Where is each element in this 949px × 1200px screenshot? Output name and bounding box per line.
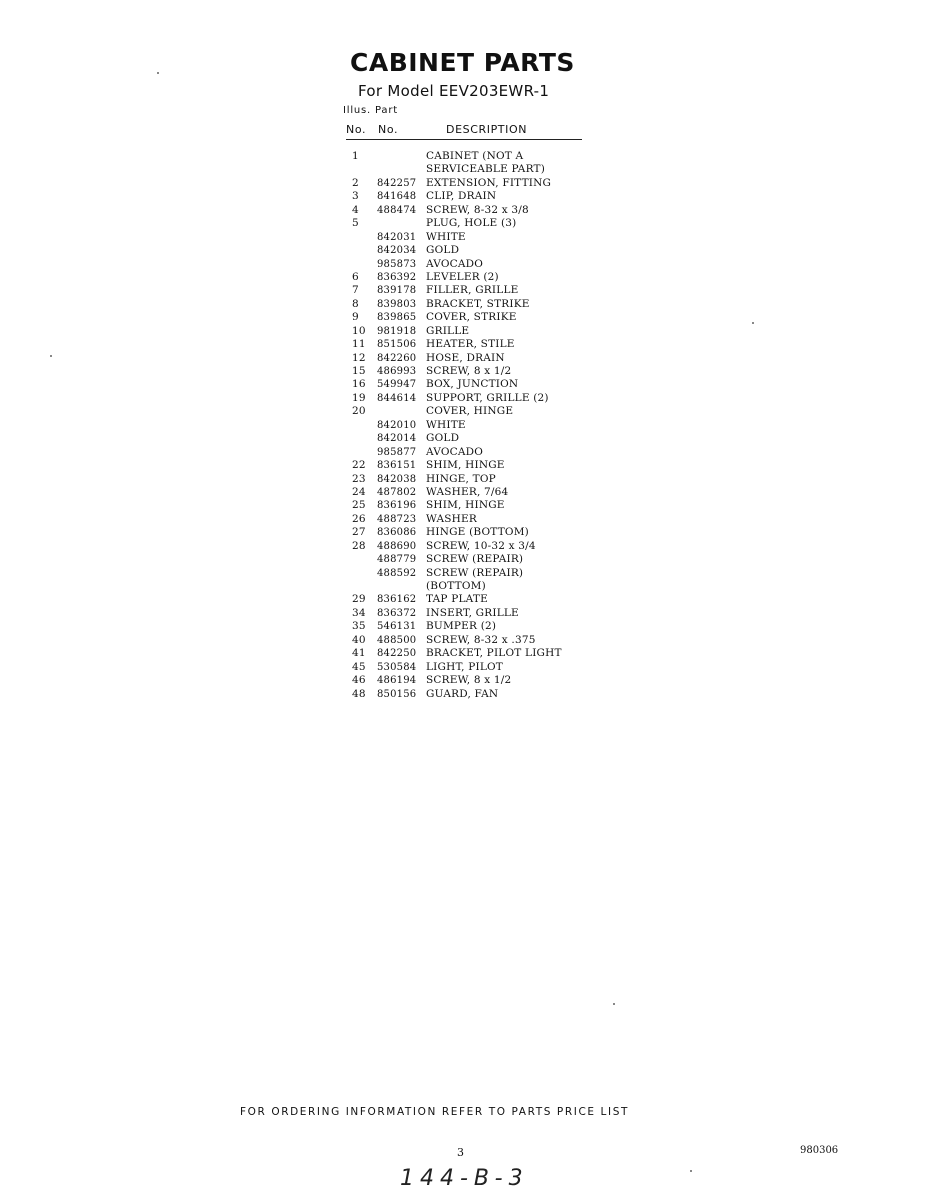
illus-number: 7 bbox=[352, 284, 359, 297]
part-number: 841648 bbox=[377, 191, 417, 203]
part-number: 488779 bbox=[377, 554, 417, 566]
part-number: 836392 bbox=[377, 271, 417, 283]
parts-row bbox=[346, 271, 606, 284]
part-description: COVER, HINGE bbox=[426, 405, 514, 418]
part-number: 844614 bbox=[377, 392, 417, 404]
part-description: BUMPER (2) bbox=[426, 620, 497, 633]
illus-number: 41 bbox=[352, 647, 366, 660]
part-number: 842257 bbox=[377, 177, 417, 189]
illus-number: 15 bbox=[352, 365, 366, 377]
part-description: GRILLE bbox=[426, 324, 470, 337]
part-description: BRACKET, STRIKE bbox=[426, 297, 530, 310]
column-header-illus-no: No. bbox=[346, 123, 367, 136]
handwritten-note: 144-B-3 bbox=[400, 1166, 529, 1191]
part-number: 839178 bbox=[377, 285, 417, 297]
column-header-part-no: No. bbox=[378, 123, 399, 136]
part-description: HOSE, DRAIN bbox=[426, 351, 505, 364]
illus-number: 35 bbox=[352, 620, 366, 633]
part-description: CABINET (NOT A bbox=[426, 150, 524, 162]
illus-number: 25 bbox=[352, 499, 366, 512]
illus-number: 12 bbox=[352, 351, 366, 364]
parts-row bbox=[346, 217, 606, 230]
parts-row bbox=[346, 405, 606, 418]
page-number: 3 bbox=[457, 1146, 464, 1159]
part-description: SCREW, 8 x 1/2 bbox=[426, 365, 512, 377]
parts-row bbox=[346, 365, 606, 378]
parts-row bbox=[346, 325, 606, 338]
part-description: HEATER, STILE bbox=[426, 338, 515, 351]
part-description: COVER, STRIKE bbox=[426, 311, 517, 324]
illus-number: 10 bbox=[352, 324, 366, 337]
part-description: AVOCADO bbox=[426, 445, 484, 458]
part-number: 842034 bbox=[377, 245, 417, 257]
part-number: 836151 bbox=[377, 460, 417, 472]
parts-row bbox=[346, 190, 606, 203]
parts-row bbox=[346, 580, 606, 593]
parts-row bbox=[346, 419, 606, 432]
part-number: 839865 bbox=[377, 312, 417, 324]
part-description: TAP PLATE bbox=[426, 593, 488, 606]
parts-row bbox=[346, 432, 606, 445]
part-number: 488592 bbox=[377, 567, 417, 579]
part-number: 487802 bbox=[377, 486, 417, 498]
part-description: PLUG, HOLE (3) bbox=[426, 217, 517, 230]
parts-row bbox=[346, 674, 606, 687]
part-description: GUARD, FAN bbox=[426, 687, 499, 700]
part-number: 836162 bbox=[377, 594, 417, 606]
part-number: 836086 bbox=[377, 527, 417, 539]
part-description: WHITE bbox=[426, 418, 466, 431]
part-description: SHIM, HINGE bbox=[426, 459, 505, 472]
scan-speck bbox=[50, 355, 52, 357]
part-description: HINGE (BOTTOM) bbox=[426, 526, 529, 539]
illus-number: 26 bbox=[352, 512, 366, 525]
illus-number: 24 bbox=[352, 485, 366, 498]
part-description: SCREW, 10-32 x 3/4 bbox=[426, 539, 536, 552]
parts-row bbox=[346, 258, 606, 271]
document-code: 980306 bbox=[800, 1145, 839, 1156]
part-description: LEVELER (2) bbox=[426, 270, 499, 283]
part-number: 985877 bbox=[377, 446, 417, 458]
illus-number: 28 bbox=[352, 539, 366, 552]
part-number: 488690 bbox=[377, 540, 417, 552]
illus-number: 34 bbox=[352, 606, 366, 619]
part-number: 851506 bbox=[377, 339, 417, 351]
parts-row bbox=[346, 446, 606, 459]
part-number: 836372 bbox=[377, 607, 417, 619]
part-description: BOX, JUNCTION bbox=[426, 378, 519, 391]
part-number: 842260 bbox=[377, 352, 417, 364]
part-description: HINGE, TOP bbox=[426, 472, 496, 485]
illus-number: 40 bbox=[352, 633, 366, 646]
part-number: 488723 bbox=[377, 513, 417, 525]
column-header bbox=[346, 123, 582, 140]
parts-row bbox=[346, 298, 606, 311]
parts-row bbox=[346, 338, 606, 351]
part-number: 850156 bbox=[377, 688, 417, 700]
part-number: 486194 bbox=[377, 675, 417, 687]
scan-speck bbox=[752, 322, 754, 324]
parts-row bbox=[346, 150, 606, 163]
part-description: SCREW (REPAIR) bbox=[426, 566, 524, 579]
part-description: CLIP, DRAIN bbox=[426, 190, 497, 203]
parts-row bbox=[346, 553, 606, 566]
parts-row bbox=[346, 540, 606, 553]
part-number: 842010 bbox=[377, 419, 417, 431]
illus-number: 11 bbox=[352, 338, 366, 351]
parts-row bbox=[346, 607, 606, 620]
illus-number: 6 bbox=[352, 270, 359, 283]
parts-row bbox=[346, 231, 606, 244]
parts-row bbox=[346, 620, 606, 633]
parts-row bbox=[346, 311, 606, 324]
part-description: SCREW, 8-32 x .375 bbox=[426, 633, 536, 646]
parts-row bbox=[346, 688, 606, 701]
illus-number: 1 bbox=[352, 150, 359, 162]
part-description: SCREW, 8 x 1/2 bbox=[426, 674, 512, 687]
illus-number: 23 bbox=[352, 472, 366, 485]
illus-number: 22 bbox=[352, 459, 366, 472]
parts-row bbox=[346, 163, 606, 176]
part-description: SCREW, 8-32 x 3/8 bbox=[426, 203, 529, 216]
part-description: (BOTTOM) bbox=[426, 580, 486, 592]
part-description: BRACKET, PILOT LIGHT bbox=[426, 647, 562, 660]
parts-row bbox=[346, 459, 606, 472]
part-description: INSERT, GRILLE bbox=[426, 606, 519, 619]
part-description: WASHER, 7/64 bbox=[426, 485, 509, 498]
illus-number: 2 bbox=[352, 176, 359, 189]
column-header-top: Illus. Part bbox=[343, 105, 398, 116]
part-description: SERVICEABLE PART) bbox=[426, 163, 545, 176]
parts-row bbox=[346, 567, 606, 580]
parts-row bbox=[346, 177, 606, 190]
model-subtitle: For Model EEV203EWR-1 bbox=[358, 82, 550, 100]
parts-row bbox=[346, 634, 606, 647]
illus-number: 16 bbox=[352, 378, 366, 391]
scan-speck bbox=[157, 72, 159, 74]
parts-row bbox=[346, 473, 606, 486]
part-number: 842014 bbox=[377, 433, 417, 445]
illus-number: 46 bbox=[352, 674, 366, 687]
illus-number: 29 bbox=[352, 593, 366, 606]
part-number: 836196 bbox=[377, 500, 417, 512]
part-number: 488474 bbox=[377, 204, 417, 216]
scan-speck bbox=[613, 1003, 615, 1005]
illus-number: 27 bbox=[352, 526, 366, 539]
parts-row bbox=[346, 647, 606, 660]
part-description: FILLER, GRILLE bbox=[426, 284, 519, 297]
part-number: 985873 bbox=[377, 258, 417, 270]
part-description: WHITE bbox=[426, 230, 466, 243]
part-description: GOLD bbox=[426, 432, 460, 445]
scan-speck bbox=[690, 1170, 692, 1172]
parts-row bbox=[346, 486, 606, 499]
part-number: 839803 bbox=[377, 298, 417, 310]
parts-row bbox=[346, 204, 606, 217]
part-description: SCREW (REPAIR) bbox=[426, 553, 524, 566]
parts-row bbox=[346, 661, 606, 674]
parts-list bbox=[346, 150, 606, 701]
part-description: LIGHT, PILOT bbox=[426, 660, 503, 673]
illus-number: 20 bbox=[352, 405, 366, 418]
part-description: GOLD bbox=[426, 244, 460, 257]
part-description: SHIM, HINGE bbox=[426, 499, 505, 512]
page-title: CABINET PARTS bbox=[350, 48, 575, 77]
part-number: 981918 bbox=[377, 325, 417, 337]
part-number: 488500 bbox=[377, 634, 417, 646]
parts-row bbox=[346, 378, 606, 391]
illus-number: 8 bbox=[352, 297, 359, 310]
parts-row bbox=[346, 526, 606, 539]
parts-row bbox=[346, 392, 606, 405]
part-number: 486993 bbox=[377, 366, 417, 377]
illus-number: 45 bbox=[352, 660, 366, 673]
parts-row bbox=[346, 244, 606, 257]
part-description: EXTENSION, FITTING bbox=[426, 176, 552, 189]
part-description: AVOCADO bbox=[426, 257, 484, 270]
part-number: 842250 bbox=[377, 648, 417, 660]
illus-number: 4 bbox=[352, 203, 359, 216]
ordering-footer: FOR ORDERING INFORMATION REFER TO PARTS PRICE LIST bbox=[240, 1106, 629, 1118]
column-header-description: DESCRIPTION bbox=[446, 123, 528, 136]
parts-row bbox=[346, 593, 606, 606]
illus-number: 19 bbox=[352, 391, 366, 404]
illus-number: 5 bbox=[352, 217, 359, 230]
illus-number: 48 bbox=[352, 687, 366, 700]
parts-row bbox=[346, 284, 606, 297]
part-number: 842031 bbox=[377, 231, 417, 243]
parts-row bbox=[346, 499, 606, 512]
illus-number: 3 bbox=[352, 190, 359, 203]
illus-number: 9 bbox=[352, 311, 359, 324]
part-number: 546131 bbox=[377, 621, 417, 633]
part-number: 549947 bbox=[377, 379, 417, 391]
parts-row bbox=[346, 513, 606, 526]
part-description: SUPPORT, GRILLE (2) bbox=[426, 391, 549, 404]
part-number: 530584 bbox=[377, 661, 417, 673]
parts-row bbox=[346, 352, 606, 365]
part-number: 842038 bbox=[377, 473, 417, 485]
part-description: WASHER bbox=[426, 512, 477, 525]
